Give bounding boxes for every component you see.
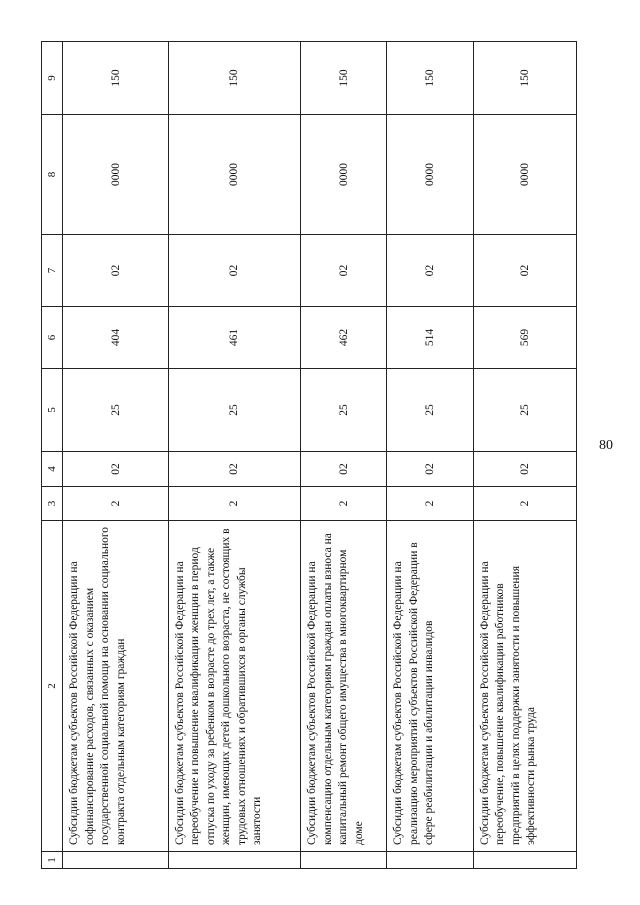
cell-col7: 02 xyxy=(63,235,168,307)
cell-col3: 2 xyxy=(387,487,473,521)
cell-col5: 25 xyxy=(301,369,387,452)
cell-col8: 0000 xyxy=(473,115,576,235)
cell-col5: 25 xyxy=(168,369,300,452)
cell-col6: 404 xyxy=(63,307,168,369)
header-row xyxy=(42,42,63,869)
header-cell: 4 xyxy=(42,452,63,487)
empty-cell xyxy=(473,852,576,869)
cell-col6: 514 xyxy=(387,307,473,369)
row-name: Субсидии бюджетам субъектов Российской Федерации на реализацию мероприятий субъектов Российской Федерации в сфере реабилитации и абилитации инвалидов xyxy=(387,521,473,852)
table-row xyxy=(168,42,300,869)
cell-col4: 02 xyxy=(301,452,387,487)
table-row xyxy=(473,42,576,869)
cell-col3: 2 xyxy=(63,487,168,521)
page-number: 80 xyxy=(599,438,613,453)
cell-col9: 150 xyxy=(301,42,387,115)
header-cell: 8 xyxy=(42,115,63,235)
cell-col8: 0000 xyxy=(387,115,473,235)
row-name: Субсидии бюджетам субъектов Российской Федерации на компенсацию отдельным категориям граждан оплаты взноса на капитальный ремонт общего имущества в многоквартирном доме xyxy=(301,521,387,852)
header-cell: 2 xyxy=(42,521,63,852)
header-cell: 5 xyxy=(42,369,63,452)
row-name: Субсидии бюджетам субъектов Российской Федерации на переобучение, повышение квалификации работников предприятий в целях поддержки занятости и повышения эффективности рынка труда xyxy=(473,521,576,852)
row-name: Субсидии бюджетам субъектов Российской Федерации на софинансирование расходов, связанных с оказанием государственной социальной помощи на основании социального контракта отдельным категориям граждан xyxy=(63,521,168,852)
cell-col7: 02 xyxy=(387,235,473,307)
cell-col6: 461 xyxy=(168,307,300,369)
cell-col4: 02 xyxy=(473,452,576,487)
cell-col8: 0000 xyxy=(63,115,168,235)
table-row xyxy=(387,42,473,869)
cell-col3: 2 xyxy=(473,487,576,521)
cell-col9: 150 xyxy=(168,42,300,115)
empty-cell xyxy=(387,852,473,869)
cell-col4: 02 xyxy=(63,452,168,487)
empty-cell xyxy=(168,852,300,869)
cell-col9: 150 xyxy=(473,42,576,115)
header-cell: 1 xyxy=(42,852,63,869)
table-row xyxy=(63,42,168,869)
cell-col6: 462 xyxy=(301,307,387,369)
header-cell: 6 xyxy=(42,307,63,369)
cell-col5: 25 xyxy=(63,369,168,452)
budget-classification-table xyxy=(41,41,577,869)
row-name: Субсидии бюджетам субъектов Российской Федерации на переобучение и повышение квалификации женщин в период отпуска по уходу за ребенком в возрасте до трех лет, а также женщин, имеющих детей дошкольного возраста, не состоящих в трудовых отношениях и обратившихся в органы службы занятости xyxy=(168,521,300,852)
header-cell: 7 xyxy=(42,235,63,307)
cell-col7: 02 xyxy=(168,235,300,307)
cell-col7: 02 xyxy=(301,235,387,307)
cell-col8: 0000 xyxy=(168,115,300,235)
header-cell: 9 xyxy=(42,42,63,115)
cell-col9: 150 xyxy=(63,42,168,115)
cell-col4: 02 xyxy=(168,452,300,487)
cell-col6: 569 xyxy=(473,307,576,369)
table-row xyxy=(301,42,387,869)
empty-cell xyxy=(63,852,168,869)
cell-col3: 2 xyxy=(301,487,387,521)
empty-cell xyxy=(301,852,387,869)
cell-col3: 2 xyxy=(168,487,300,521)
header-cell: 3 xyxy=(42,487,63,521)
cell-col9: 150 xyxy=(387,42,473,115)
cell-col7: 02 xyxy=(473,235,576,307)
cell-col5: 25 xyxy=(473,369,576,452)
cell-col5: 25 xyxy=(387,369,473,452)
cell-col4: 02 xyxy=(387,452,473,487)
cell-col8: 0000 xyxy=(301,115,387,235)
